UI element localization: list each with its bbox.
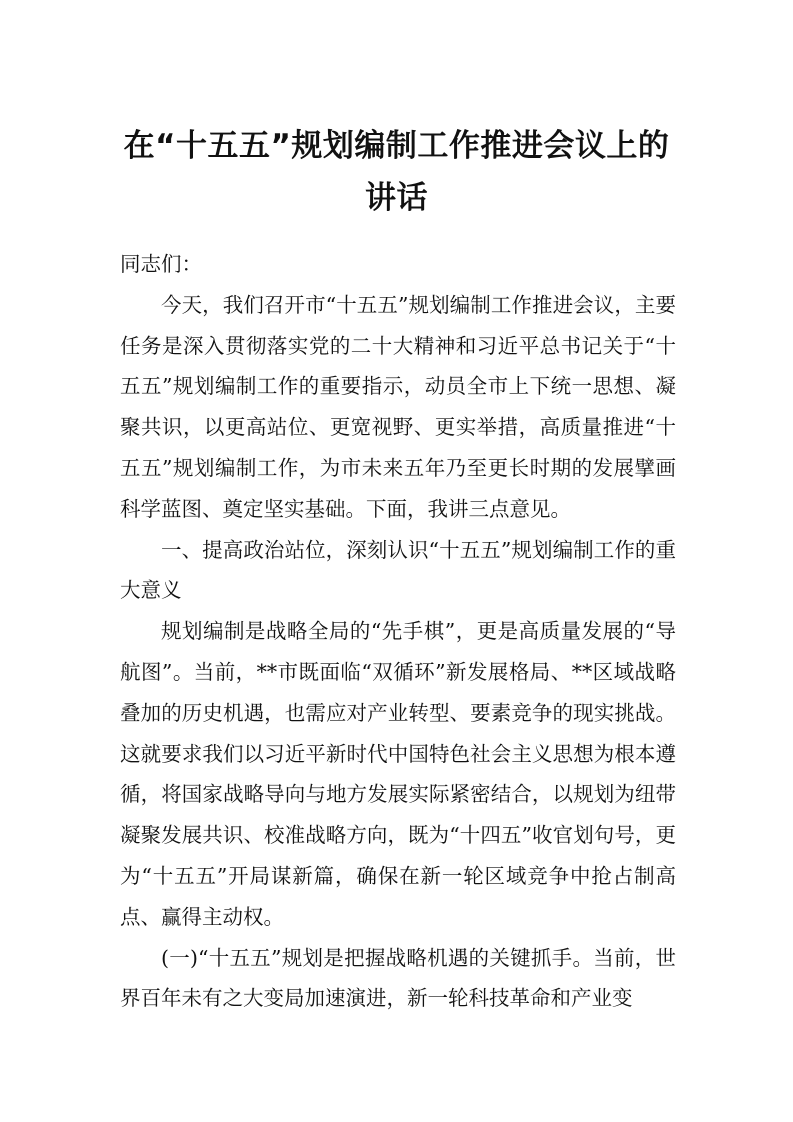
document-body — [120, 244, 676, 1019]
subsection-1: (一)“十五五”规划是把握战略机遇的关键抓手。当前，世界百年未有之大变局加速演进，新一轮科技革命和产业变 — [120, 945, 676, 1011]
greeting: 同志们： — [120, 252, 202, 276]
document-title: 在“十五五”规划编制工作推进会议上的讲话 — [123, 128, 670, 216]
paragraph-opening: 今天，我们召开市“十五五”规划编制工作推进会议，主要任务是深入贯彻落实党的二十大精神和习近平总书记关于“十五五”规划编制工作的重要指示，动员全市上下统一思想、凝聚共识，以更高站位、更宽视野、更实举措，高质量推进“十五五”规划编制工作，为市未来五年乃至更长时期的发展擘画科学蓝图、奠定坚实基础。下面，我讲三点意见。 — [120, 292, 676, 521]
section-heading-1: 一、提高政治站位，深刻认识“十五五”规划编制工作的重大意义 — [120, 537, 676, 603]
paragraph-significance: 规划编制是战略全局的“先手棋”，更是高质量发展的“导航图”。当前，**市既面临“双循环”新发展格局、**区域战略叠加的历史机遇，也需应对产业转型、要素竞争的现实挑战。这就要求我们以习近平新时代中国特色社会主义思想为根本遵循，将国家战略导向与地方发展实际紧密结合，以规划为纽带凝聚发展共识、校准战略方向，既为“十四五”收官划句号，更为“十五五”开局谋新篇，确保在新一轮区域竞争中抢占制高点、赢得主动权。 — [120, 619, 676, 929]
